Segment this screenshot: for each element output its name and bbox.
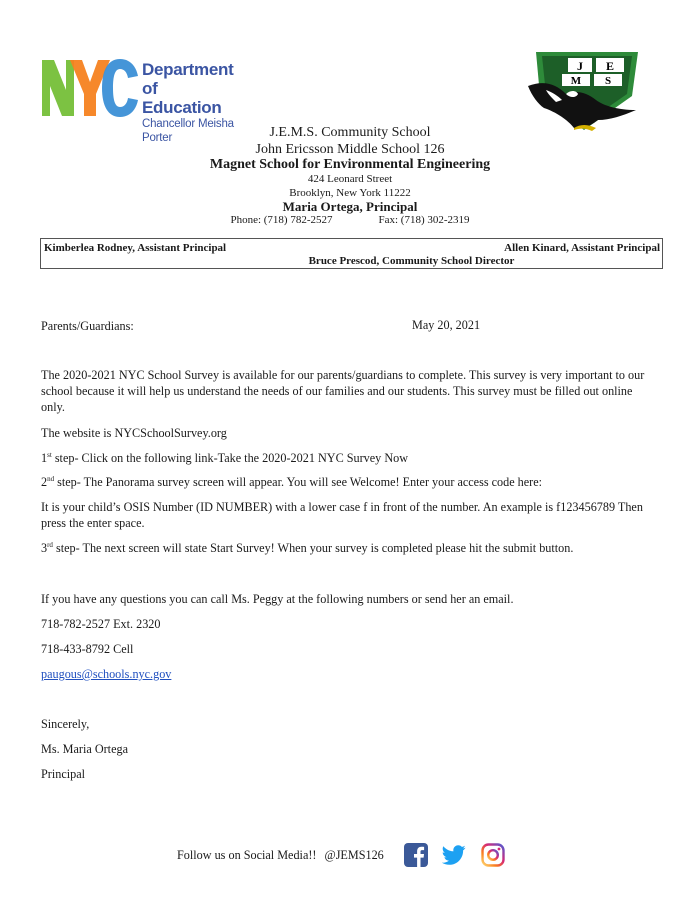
step-1-number: 1 <box>41 451 48 465</box>
jems-letter-e: E <box>605 59 615 73</box>
step-2-text: step- The Panorama survey screen will appear. You will see Welcome! Enter your access code here: <box>54 475 543 489</box>
nyc-letters-logo <box>40 56 140 120</box>
intro-paragraph: The 2020-2021 NYC School Survey is available for our parents/guardians to complete. This survey is very important to our school because it will help us understand the needs of our families and our students. This survey must be filled out online only. <box>41 368 645 414</box>
twitter-icon[interactable] <box>442 843 466 867</box>
website-line: The website is NYCSchoolSurvey.org <box>41 426 227 440</box>
social-footer <box>177 848 384 863</box>
closing: Sincerely, <box>41 717 90 731</box>
city-address: Brooklyn, New York 11222 <box>289 187 411 199</box>
doe-line-3: Chancellor Meisha Porter <box>142 118 234 144</box>
community-school-director: Bruce Prescod, Community School Director <box>308 255 515 267</box>
phone-number: Phone: (718) 782-2527 <box>230 214 333 226</box>
school-name: J.E.M.S. Community School <box>269 125 431 140</box>
step-3-number: 3 <box>41 541 48 555</box>
nyc-doe-logo <box>40 56 240 144</box>
jems-letter-j: J <box>577 59 583 73</box>
assistant-principal-left: Kimberlea Rodney, Assistant Principal <box>44 242 227 254</box>
contact-phone-1: 718-782-2527 Ext. 2320 <box>41 617 161 631</box>
jems-eagle-logo <box>526 50 642 132</box>
facebook-icon[interactable] <box>404 843 428 867</box>
principal-name: Maria Ortega, Principal <box>282 199 418 214</box>
contact-line <box>0 214 700 226</box>
step-3 <box>41 540 573 556</box>
jems-letter-m: M <box>570 75 582 87</box>
step-2 <box>41 474 542 490</box>
step-3-suffix: rd <box>47 540 53 549</box>
jems-letter-s: S <box>604 75 612 87</box>
staff-box <box>40 238 663 269</box>
step-3-text: step- The next screen will state Start Survey! When your survey is completed please hit the submit button. <box>52 541 574 555</box>
step-1-text: step- Click on the following link-Take the 2020-2021 NYC Survey Now <box>51 451 409 465</box>
contact-email-link[interactable]: paugous@schools.nyc.gov <box>41 667 172 681</box>
signer-title: Principal <box>41 767 86 781</box>
middle-school-name: John Ericsson Middle School 126 <box>255 142 445 157</box>
magnet-school-title: Magnet School for Environmental Engineering <box>209 157 491 172</box>
follow-text: Follow us on Social Media!! <box>177 848 317 862</box>
street-address: 424 Leonard Street <box>307 173 393 185</box>
salutation: Parents/Guardians: <box>41 319 134 333</box>
instagram-icon[interactable] <box>481 843 505 867</box>
signer-name: Ms. Maria Ortega <box>41 742 128 756</box>
questions-paragraph: If you have any questions you can call Ms. Peggy at the following numbers or send her an email. <box>41 592 514 606</box>
fax-number: Fax: (718) 302-2319 <box>378 214 470 226</box>
step-2-number: 2 <box>41 475 48 489</box>
social-handle: @JEMS126 <box>324 848 384 862</box>
doe-line-2: Education <box>142 98 222 117</box>
assistant-principal-right: Allen Kinard, Assistant Principal <box>504 242 660 254</box>
doe-line-1: Department of <box>142 60 234 98</box>
step-1 <box>41 450 408 466</box>
step-2-suffix: nd <box>47 474 55 483</box>
contact-phone-2: 718-433-8792 Cell <box>41 642 134 656</box>
letter-date: May 20, 2021 <box>412 318 481 332</box>
osis-paragraph: It is your child’s OSIS Number (ID NUMBER) with a lower case f in front of the number. An example is f123456789 Then press the enter space. <box>41 500 643 530</box>
step-1-suffix: st <box>47 450 52 459</box>
